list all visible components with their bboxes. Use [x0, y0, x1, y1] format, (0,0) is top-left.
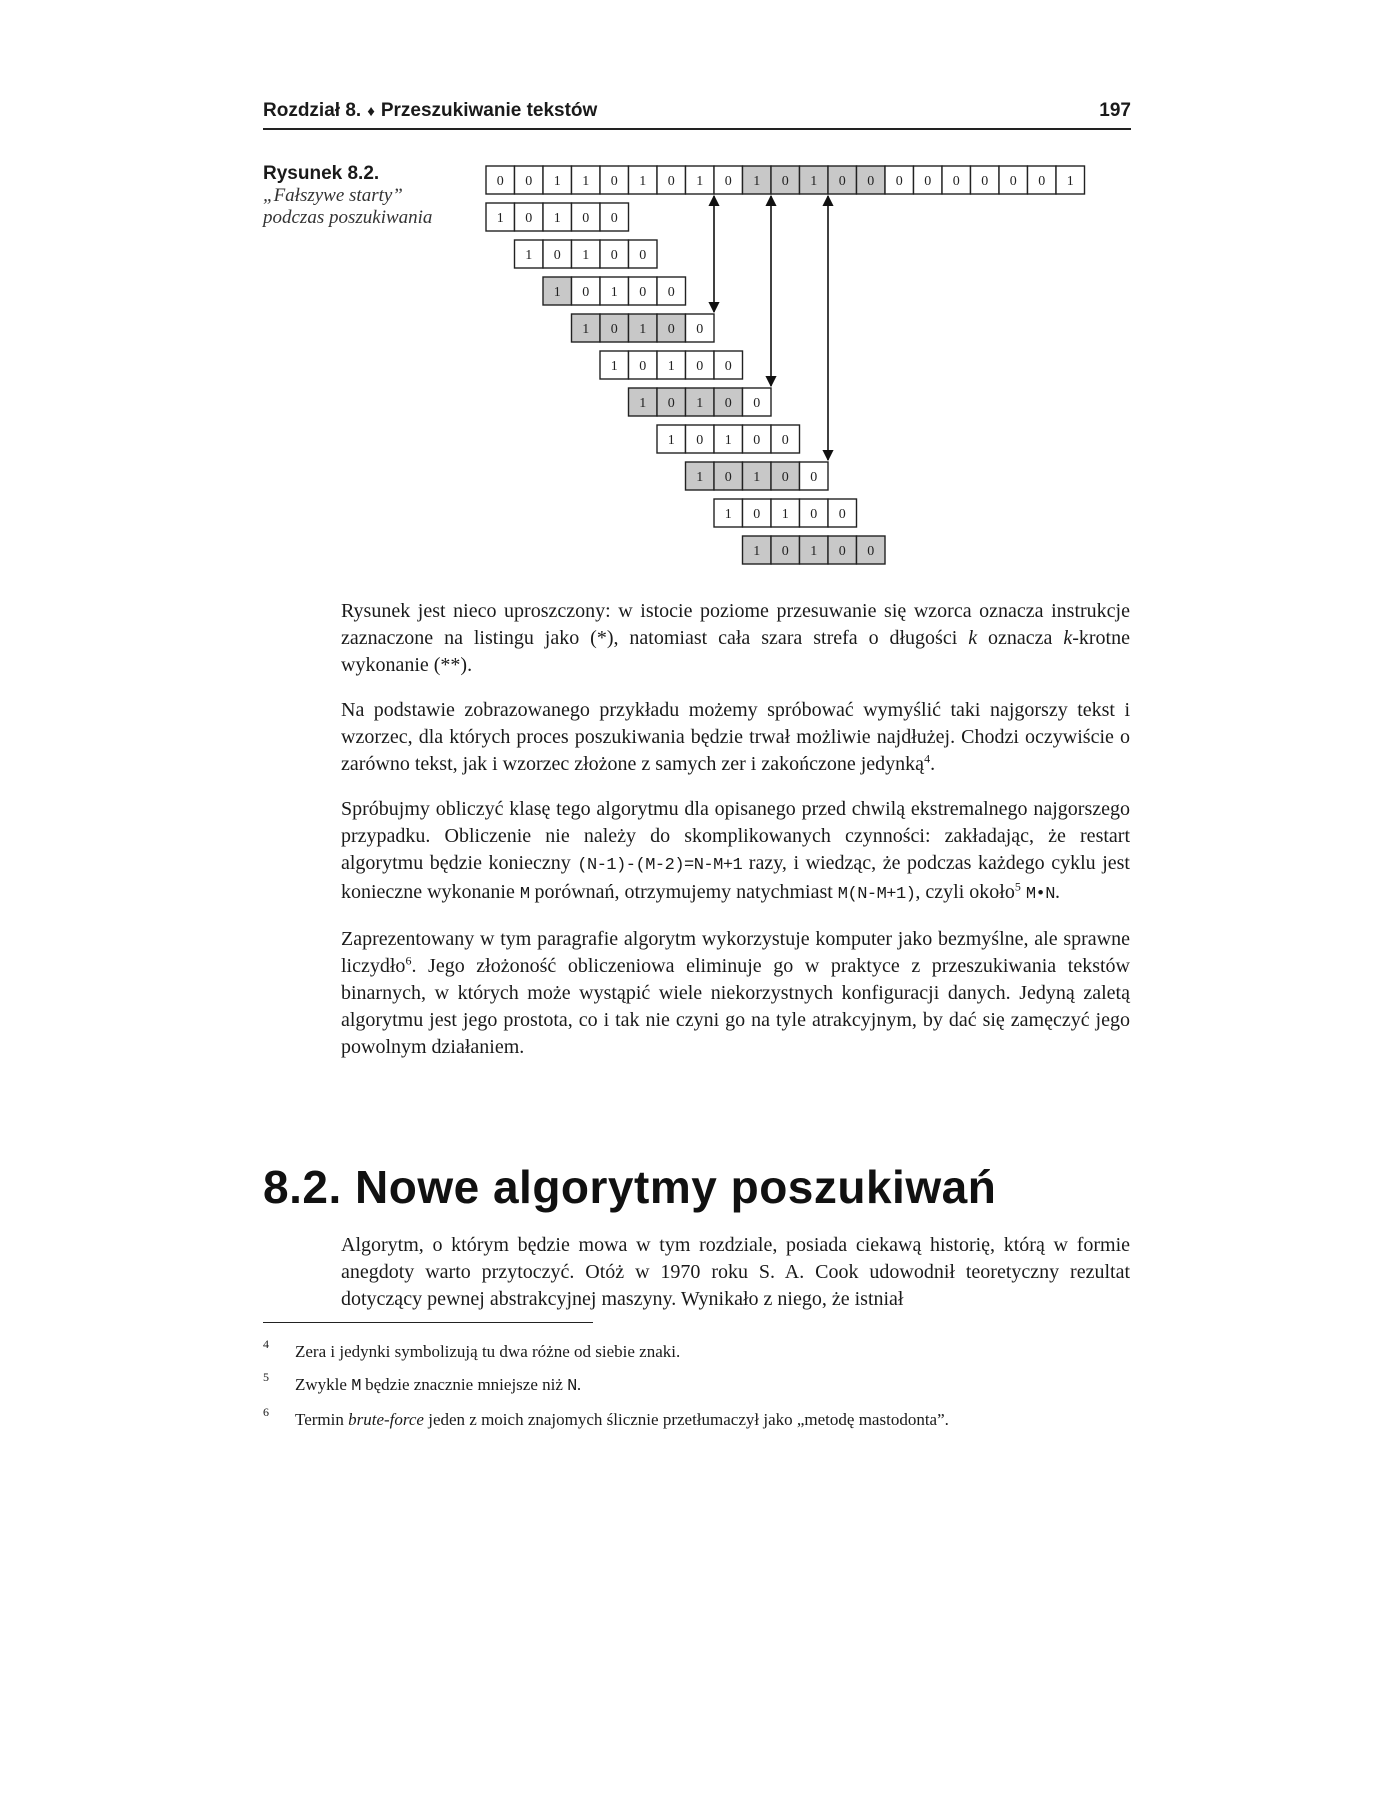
- text-cell-7-digit: 1: [696, 174, 704, 189]
- text-cell-17-digit: 0: [981, 174, 989, 189]
- text-cell-19-digit: 0: [1038, 174, 1046, 189]
- pattern-row-3-cell-1-digit: 0: [610, 322, 618, 337]
- section-heading: 8.2. Nowe algorytmy poszukiwań: [263, 1161, 997, 1213]
- pattern-row-1-cell-2-digit: 1: [582, 248, 590, 263]
- page-number: 197: [1099, 100, 1131, 121]
- pattern-row-5-cell-1-digit: 0: [667, 396, 675, 411]
- footnotes: [263, 1337, 1133, 1441]
- pattern-row-9-cell-4-digit: 0: [867, 544, 875, 559]
- pattern-row-5-cell-2-digit: 1: [696, 396, 704, 411]
- pattern-row-2-cell-0-digit: 1: [553, 285, 561, 300]
- pattern-row-2-cell-2-digit: 1: [610, 285, 618, 300]
- pattern-row-4-cell-4-digit: 0: [724, 359, 732, 374]
- pattern-row-0-cell-4-digit: 0: [610, 211, 618, 226]
- pattern-row-4-cell-0-digit: 1: [610, 359, 618, 374]
- pattern-row-0-cell-1-digit: 0: [525, 211, 533, 226]
- pattern-row-1-cell-4-digit: 0: [639, 248, 647, 263]
- pattern-row-9-cell-3-digit: 0: [838, 544, 846, 559]
- pattern-row-5-cell-4-digit: 0: [753, 396, 761, 411]
- footnote-divider: [263, 1322, 593, 1323]
- figure-number: Rysunek 8.2.: [263, 163, 380, 184]
- header-chapter: Rozdział 8. ♦ Przeszukiwanie tekstów: [263, 100, 598, 121]
- pattern-row-0-cell-3-digit: 0: [582, 211, 590, 226]
- footnote-5: 5 Zwykle M będzie znacznie mniejsze niż N.: [263, 1370, 582, 1396]
- pattern-row-0-cell-0-digit: 1: [496, 211, 504, 226]
- figure-caption: [263, 163, 463, 229]
- pattern-row-7-cell-4-digit: 0: [810, 470, 818, 485]
- text-cell-15-digit: 0: [924, 174, 932, 189]
- footnote-ref-5: 5: [1014, 879, 1021, 894]
- pattern-row-7-cell-2-digit: 1: [753, 470, 761, 485]
- pattern-row-8-cell-0-digit: 1: [724, 507, 732, 522]
- code-m: M: [519, 885, 530, 904]
- running-header: [263, 98, 1131, 130]
- pattern-row-4-cell-1-digit: 0: [639, 359, 647, 374]
- pattern-row-2-cell-3-digit: 0: [639, 285, 647, 300]
- pattern-row-2-cell-1-digit: 0: [582, 285, 590, 300]
- pattern-row-3-cell-0-digit: 1: [582, 322, 590, 337]
- pattern-row-9-cell-0-digit: 1: [753, 544, 761, 559]
- figure-title-line1: „Fałszywe starty”: [263, 185, 403, 206]
- paragraph-3: Spróbujmy obliczyć klasę tego algorytmu dla opisanego przed chwilą ekstremalnego najgorszego przypadku. Obliczenie nie należy do skomplikowanych czynności: zakładając, że restart algorytmu będzie konieczny (N-1)-(M-2)=N-M+1 razy, i wiedząc, że podczas każdego cyklu jest konieczne wykonanie M porównań, otrzymujemy natychmiast M(N-M+1), czyli około$^5$ M•N.: [341, 798, 1130, 904]
- pattern-row-7-cell-3-digit: 0: [781, 470, 789, 485]
- pattern-row-7-cell-0-digit: 1: [696, 470, 704, 485]
- pattern-row-3-cell-3-digit: 0: [667, 322, 675, 337]
- paragraph-4: Zaprezentowany w tym paragrafie algorytm wykorzystuje komputer jako bezmyślne, ale sprawne liczydło$^6$. Jego złożoność obliczeniowa eliminuje go w praktyce z przeszukiwania tekstów binarnych, w których może wystąpić wiele niekorzystnych konfiguracji danych. Jedyną zaletą algorytmu jest jego prostota, co i tak nie czyni go na tyle atrakcyjnym, by dać się zamęczyć jego powolnym działaniem.: [341, 928, 1130, 1058]
- text-cell-2-digit: 1: [553, 174, 561, 189]
- pattern-row-6-cell-2-digit: 1: [724, 433, 732, 448]
- pattern-row-9-cell-2-digit: 1: [810, 544, 818, 559]
- text-cell-6-digit: 0: [667, 174, 675, 189]
- text-cell-4-digit: 0: [610, 174, 618, 189]
- pattern-row-8-cell-1-digit: 0: [753, 507, 761, 522]
- pattern-row-8-cell-3-digit: 0: [810, 507, 818, 522]
- paragraph-5: Algorytm, o którym będzie mowa w tym rozdziale, posiada ciekawą historię, którą w formie anegdoty warto przytoczyć. Otóż w 1970 roku S. A. Cook udowodnił teoretyczny rezultat dotyczący pewnej abstrakcyjnej maszyny. Wynikało z niego, że istniał: [341, 1234, 1130, 1310]
- pattern-row-3-cell-2-digit: 1: [639, 322, 647, 337]
- text-cell-5-digit: 1: [639, 174, 647, 189]
- pattern-row-2-cell-4-digit: 0: [667, 285, 675, 300]
- text-cell-13-digit: 0: [867, 174, 875, 189]
- footnote-4: 4 Zera i jedynki symbolizują tu dwa różne od siebie znaki.: [263, 1337, 681, 1361]
- text-cell-18-digit: 0: [1009, 174, 1017, 189]
- pattern-row-8-cell-4-digit: 0: [838, 507, 846, 522]
- text-cell-16-digit: 0: [952, 174, 960, 189]
- code-complexity: M(N-M+1): [837, 885, 916, 904]
- paragraph-1: Rysunek jest nieco uproszczony: w istocie poziome przesuwanie się wzorca oznacza instrukcje zaznaczone na listingu jako (*), natomiast cała szara strefa o długości k oznacza k-krotne wykonanie (**).: [341, 600, 1130, 676]
- footnote-ref-6: 6: [405, 953, 412, 968]
- text-cell-8-digit: 0: [724, 174, 732, 189]
- footnote-6: 6 Termin brute-force jeden z moich znajomych ślicznie przetłumaczył jako „metodę mastodonta”.: [263, 1405, 949, 1429]
- text-cell-3-digit: 1: [582, 174, 590, 189]
- pattern-row-5-cell-0-digit: 1: [639, 396, 647, 411]
- text-cell-14-digit: 0: [895, 174, 903, 189]
- false-starts-diagram: [480, 160, 1120, 590]
- pattern-row-7-cell-1-digit: 0: [724, 470, 732, 485]
- pattern-row-6-cell-0-digit: 1: [667, 433, 675, 448]
- text-cell-11-digit: 1: [810, 174, 818, 189]
- code-formula-restarts: (N-1)-(M-2)=N-M+1: [577, 856, 743, 875]
- pattern-row-6-cell-4-digit: 0: [781, 433, 789, 448]
- pattern-row-0-cell-2-digit: 1: [553, 211, 561, 226]
- pattern-row-5-cell-3-digit: 0: [724, 396, 732, 411]
- paragraph-2: Na podstawie zobrazowanego przykładu możemy spróbować wymyślić taki najgorszy tekst i wzorzec, dla których proces poszukiwania będzie trwał możliwie najdłużej. Chodzi oczywiście o zarówno tekst, jak i wzorzec złożone z samych zer i zakończone jedynką$^4$.: [341, 699, 1130, 775]
- pattern-row-4-cell-2-digit: 1: [667, 359, 675, 374]
- pattern-row-4-cell-3-digit: 0: [696, 359, 704, 374]
- footnote-ref-4: 4: [924, 751, 931, 766]
- pattern-row-3-cell-4-digit: 0: [696, 322, 704, 337]
- text-cell-9-digit: 1: [753, 174, 761, 189]
- text-cell-1-digit: 0: [525, 174, 533, 189]
- text-cell-10-digit: 0: [781, 174, 789, 189]
- code-mn: M•N: [1025, 885, 1055, 904]
- pattern-row-6-cell-3-digit: 0: [753, 433, 761, 448]
- pattern-row-6-cell-1-digit: 0: [696, 433, 704, 448]
- diamond-icon: ♦: [367, 103, 375, 120]
- pattern-row-1-cell-3-digit: 0: [610, 248, 618, 263]
- text-cell-20-digit: 1: [1066, 174, 1074, 189]
- pattern-row-9-cell-1-digit: 0: [781, 544, 789, 559]
- pattern-row-1-cell-1-digit: 0: [553, 248, 561, 263]
- pattern-row-1-cell-0-digit: 1: [525, 248, 533, 263]
- text-cell-12-digit: 0: [838, 174, 846, 189]
- body-text-lower: [341, 1232, 1130, 1331]
- pattern-row-8-cell-2-digit: 1: [781, 507, 789, 522]
- body-text-upper: [341, 598, 1130, 1079]
- text-cell-0-digit: 0: [496, 174, 504, 189]
- figure-title-line2: podczas poszukiwania: [263, 207, 433, 228]
